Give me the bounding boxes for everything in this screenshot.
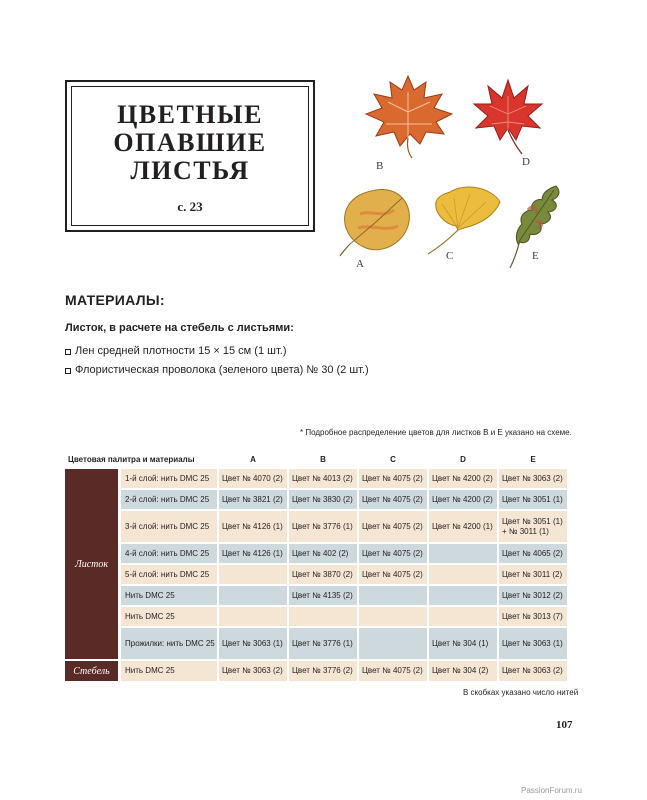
- column-header-d: D: [460, 455, 466, 464]
- table-cell: Цвет № 3063 (2): [499, 661, 567, 681]
- table-cell: Цвет № 3776 (1): [289, 628, 357, 659]
- row-label: Нить DMC 25: [121, 661, 217, 681]
- page-number: 107: [556, 719, 573, 731]
- section-leaf: [65, 469, 570, 661]
- leaf-b-label: B: [376, 160, 384, 172]
- table-cell: Цвет № 4070 (2): [219, 469, 287, 488]
- table-cell: [219, 607, 287, 626]
- table-cell: Цвет № 3051 (1) + № 3011 (1): [499, 511, 567, 542]
- leaf-d-illustration: [470, 78, 546, 154]
- leaf-c-illustration: [420, 182, 504, 256]
- title-line-2: ОПАВШИЕ: [113, 128, 267, 157]
- materials-heading: МАТЕРИАЛЫ:: [65, 292, 165, 308]
- title-page-reference: с. 23: [177, 199, 203, 214]
- table-cell: Цвет № 3051 (1): [499, 490, 567, 509]
- row-label: Нить DMC 25: [121, 586, 217, 605]
- leaves-illustration: [330, 70, 590, 280]
- leaf-a-label: A: [356, 258, 364, 270]
- distribution-note: * Подробное распределение цветов для листков B и E указано на схеме.: [300, 428, 572, 437]
- table-cell: Цвет № 4075 (2): [359, 490, 427, 509]
- title-line-3: ЛИСТЬЯ: [130, 156, 250, 185]
- title-inner-frame: [71, 86, 309, 226]
- section-leaf-label: Листок: [65, 469, 118, 659]
- table-cell: [219, 586, 287, 605]
- table-cell: Цвет № 4075 (2): [359, 661, 427, 681]
- color-palette-table: [65, 449, 570, 683]
- site-watermark: PassionForum.ru: [521, 786, 582, 795]
- table-cell: [429, 586, 497, 605]
- table-cell: [429, 607, 497, 626]
- row-label: 3-й слой: нить DMC 25: [121, 511, 217, 542]
- leaf-b-illustration: [360, 72, 456, 158]
- section-stem: [65, 661, 570, 683]
- table-cell: Цвет № 4126 (1): [219, 544, 287, 563]
- table-header-row: [65, 449, 570, 469]
- leaf-d-label: D: [522, 156, 530, 168]
- title-box: [65, 80, 315, 232]
- column-header-e: E: [530, 455, 536, 464]
- materials-list-item: [65, 342, 369, 361]
- row-label: 2-й слой: нить DMC 25: [121, 490, 217, 509]
- table-cell: Цвет № 304 (2): [429, 661, 497, 681]
- table-cell: Цвет № 3776 (1): [289, 511, 357, 542]
- materials-item-text: Лен средней плотности 15 × 15 см (1 шт.): [75, 345, 287, 357]
- table-cell: Цвет № 3870 (2): [289, 565, 357, 584]
- section-stem-label: Стебель: [65, 661, 118, 681]
- table-cell: Цвет № 3830 (2): [289, 490, 357, 509]
- row-label: 5-й слой: нить DMC 25: [121, 565, 217, 584]
- materials-list-item: [65, 361, 369, 380]
- table-cell: Цвет № 4013 (2): [289, 469, 357, 488]
- table-cell: [359, 628, 427, 659]
- table-cell: Цвет № 4075 (2): [359, 544, 427, 563]
- title-line-1: ЦВЕТНЫЕ: [117, 100, 263, 129]
- table-cell: Цвет № 4075 (2): [359, 511, 427, 542]
- table-cell: [289, 607, 357, 626]
- table-cell: Цвет № 3012 (2): [499, 586, 567, 605]
- table-cell: Цвет № 3063 (2): [499, 469, 567, 488]
- leaf-e-label: E: [532, 250, 539, 262]
- table-cell: Цвет № 3063 (2): [219, 661, 287, 681]
- table-cell: [359, 586, 427, 605]
- table-cell: Цвет № 402 (2): [289, 544, 357, 563]
- table-cell: [429, 544, 497, 563]
- table-cell: [429, 565, 497, 584]
- table-cell: Цвет № 3063 (1): [499, 628, 567, 659]
- table-cell: Цвет № 4075 (2): [359, 565, 427, 584]
- row-label: Прожилки: нить DMC 25: [121, 628, 217, 659]
- table-cell: Цвет № 4200 (2): [429, 469, 497, 488]
- table-cell: Цвет № 3013 (7): [499, 607, 567, 626]
- leaf-a-illustration: [336, 184, 416, 258]
- table-cell: Цвет № 4065 (2): [499, 544, 567, 563]
- table-cell: Цвет № 4075 (2): [359, 469, 427, 488]
- square-bullet-icon: [65, 368, 71, 374]
- leaf-c-label: C: [446, 250, 454, 262]
- table-header-label: Цветовая палитра и материалы: [68, 455, 195, 464]
- column-header-c: C: [390, 455, 396, 464]
- table-cell: Цвет № 4200 (1): [429, 511, 497, 542]
- table-cell: [359, 607, 427, 626]
- table-cell: Цвет № 3063 (1): [219, 628, 287, 659]
- materials-item-text: Флористическая проволока (зеленого цвета) № 30 (2 шт.): [75, 364, 369, 376]
- table-cell: Цвет № 3821 (2): [219, 490, 287, 509]
- table-footnote: В скобках указано число нитей: [463, 688, 579, 697]
- column-header-a: A: [250, 455, 256, 464]
- table-cell: Цвет № 304 (1): [429, 628, 497, 659]
- table-cell: Цвет № 4200 (2): [429, 490, 497, 509]
- materials-subheading: Листок, в расчете на стебель с листьями:: [65, 322, 294, 334]
- table-cell: [219, 565, 287, 584]
- table-cell: Цвет № 4126 (1): [219, 511, 287, 542]
- row-label: 1-й слой: нить DMC 25: [121, 469, 217, 488]
- row-label: 4-й слой: нить DMC 25: [121, 544, 217, 563]
- square-bullet-icon: [65, 349, 71, 355]
- materials-list: [65, 342, 369, 380]
- table-cell: Цвет № 4135 (2): [289, 586, 357, 605]
- table-cell: Цвет № 3776 (2): [289, 661, 357, 681]
- table-cell: Цвет № 3011 (2): [499, 565, 567, 584]
- column-header-b: B: [320, 455, 326, 464]
- row-label: Нить DMC 25: [121, 607, 217, 626]
